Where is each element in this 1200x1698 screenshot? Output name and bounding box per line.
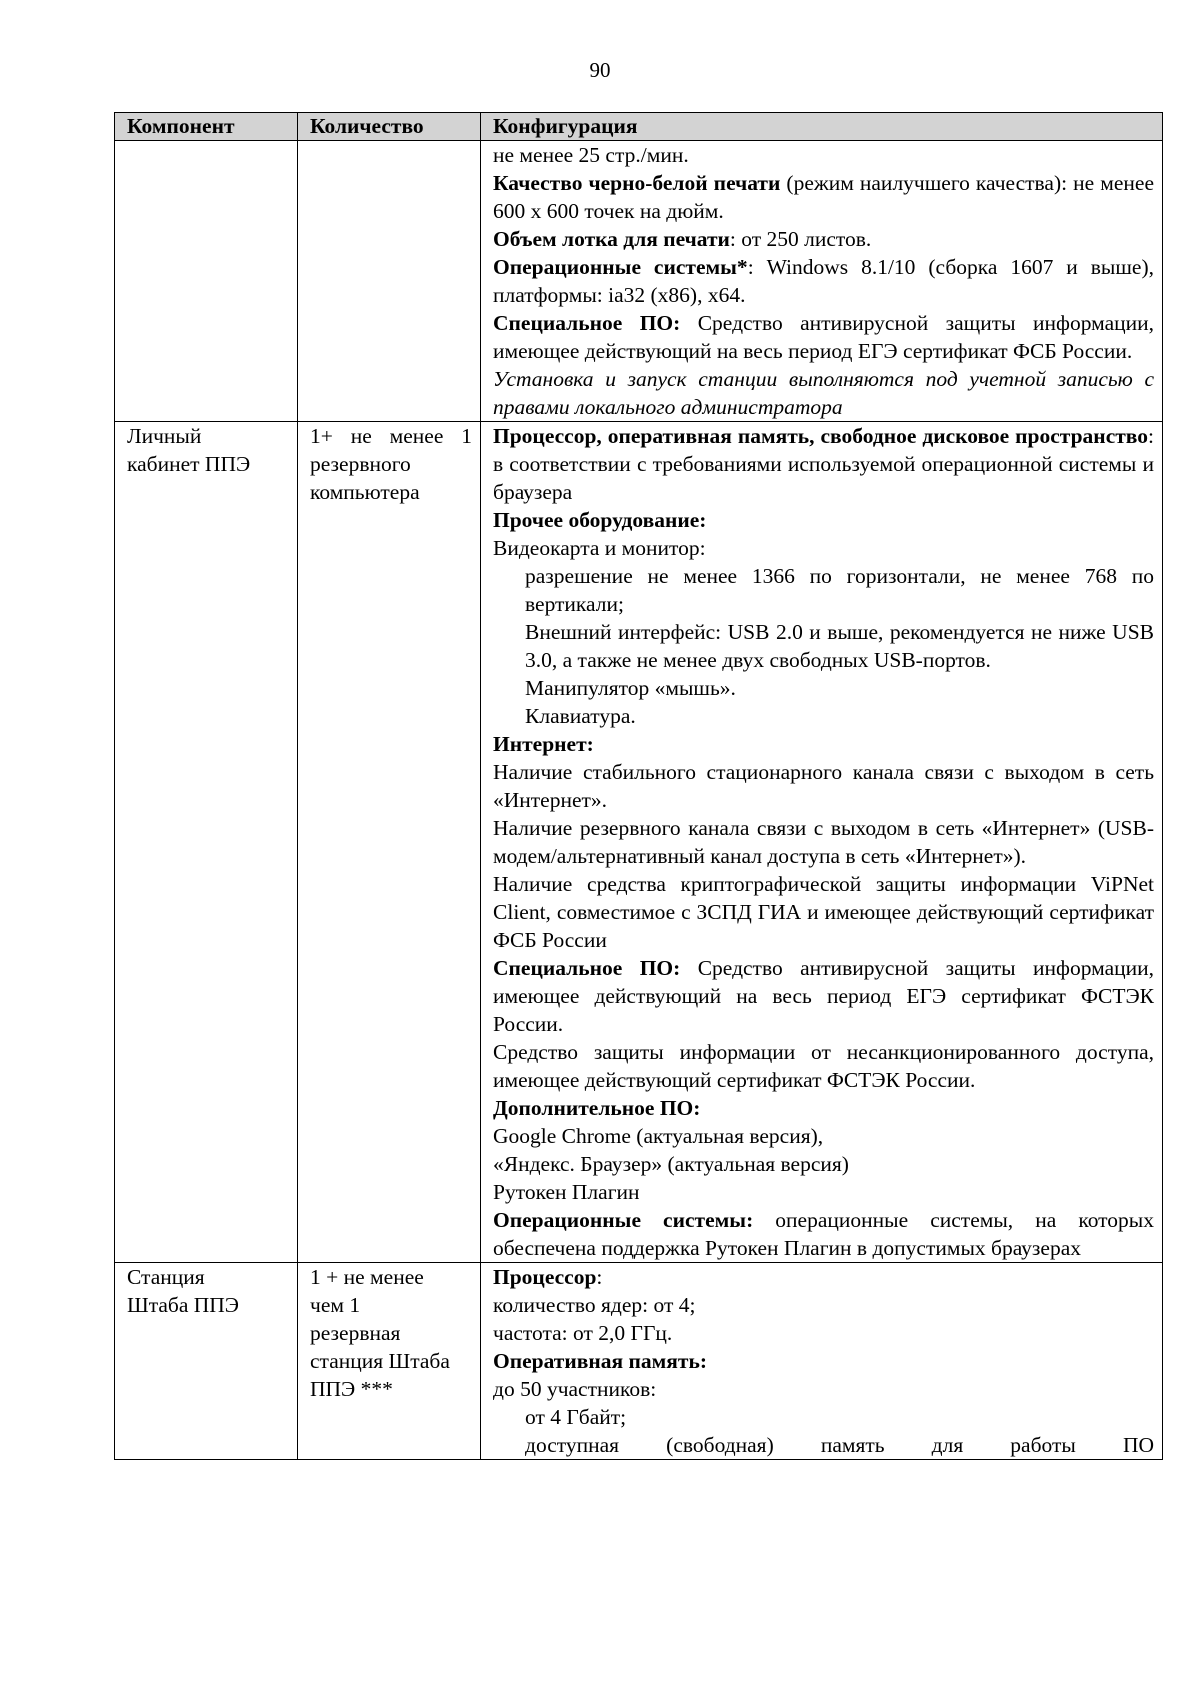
requirements-table	[114, 112, 1163, 1460]
configuration-cell	[481, 422, 1163, 1263]
config-paragraph: Средство защиты информации от несанкционированного доступа, имеющее действующий сертификат ФСТЭК России.	[493, 1040, 1154, 1092]
quantity-cell	[298, 1263, 481, 1460]
row-printer-continued	[115, 141, 1163, 422]
component-cell	[115, 422, 298, 1263]
config-paragraph: Видеокарта и монитор:	[493, 536, 706, 560]
config-value: : Windows 8.1/10 (сборка 1607 и выше), платформы: ia32 (x86), x64.	[493, 255, 1154, 307]
component-cell	[115, 1263, 298, 1460]
config-paragraph: «Яндекс. Браузер» (актуальная версия)	[493, 1152, 849, 1176]
config-paragraph: Рутокен Плагин	[493, 1180, 640, 1204]
quantity-line: 1+ не менее 1	[310, 424, 472, 448]
quantity-line: чем 1	[310, 1293, 361, 1317]
config-value: : от 250 листов.	[729, 227, 872, 251]
header-quantity: Количество	[298, 113, 481, 141]
config-paragraph	[493, 225, 1154, 253]
config-paragraph: Внешний интерфейс: USB 2.0 и выше, рекомендуется не ниже USB 3.0, а также не менее двух свободных USB-портов.	[525, 620, 1154, 672]
config-paragraph	[493, 253, 1154, 309]
row-personal-cabinet	[115, 422, 1163, 1263]
row-headquarters-station	[115, 1263, 1163, 1460]
quantity-cell	[298, 422, 481, 1263]
config-label: Процессор	[493, 1265, 597, 1289]
quantity-line	[310, 141, 472, 169]
component-line: Личный	[127, 424, 202, 448]
component-cell	[115, 141, 298, 422]
config-paragraph	[493, 730, 1154, 758]
config-paragraph	[493, 954, 1154, 1038]
config-paragraph: Манипулятор «мышь».	[525, 676, 736, 700]
configuration-cell	[481, 141, 1163, 422]
config-label: Операционные системы:	[493, 1208, 754, 1232]
config-heading: Дополнительное ПО:	[493, 1096, 701, 1120]
config-paragraph: количество ядер: от 4;	[493, 1293, 696, 1317]
config-value: Средство антивирусной защиты информации, имеющее действующий на весь период ЕГЭ сертификат ФСБ России.	[493, 311, 1155, 363]
config-paragraph: Наличие средства криптографической защиты информации ViPNet Client, совместимое с ЗСПД ГИА и имеющее действующий сертификат ФСБ России	[493, 872, 1154, 952]
component-line: кабинет ППЭ	[127, 452, 251, 476]
config-value: : в соответствии с требованиями используемой операционной системы и браузера	[493, 424, 1154, 504]
config-label: Процессор, оперативная память, свободное дисковое пространство	[493, 424, 1149, 448]
config-paragraph: доступная (свободная) память для работы ПО	[525, 1433, 1154, 1457]
config-paragraph: Google Chrome (актуальная версия),	[493, 1124, 824, 1148]
header-configuration: Конфигурация	[481, 113, 1163, 141]
quantity-line: компьютера	[310, 480, 420, 504]
config-paragraph: от 4 Гбайт;	[525, 1405, 627, 1429]
config-heading: Интернет:	[493, 732, 594, 756]
config-paragraph: разрешение не менее 1366 по горизонтали, не менее 768 по вертикали;	[525, 564, 1154, 616]
config-paragraph: до 50 участников:	[493, 1377, 657, 1401]
config-paragraph	[493, 1263, 1154, 1291]
component-line	[127, 141, 289, 169]
config-value: Средство антивирусной защиты информации, имеющее действующий на весь период ЕГЭ сертификат ФСТЭК России.	[493, 956, 1155, 1036]
config-paragraph	[493, 309, 1154, 365]
config-label: Качество черно-белой печати	[493, 171, 781, 195]
config-paragraph	[493, 1094, 1154, 1122]
quantity-cell	[298, 141, 481, 422]
config-label: Операционные системы*	[493, 255, 748, 279]
quantity-line: резервного	[310, 452, 411, 476]
config-label: Специальное ПО:	[493, 311, 681, 335]
config-paragraph	[493, 422, 1154, 506]
config-value: :	[596, 1265, 603, 1289]
header-component: Компонент	[115, 113, 298, 141]
config-note: Установка и запуск станции выполняются под учетной записью с правами локального администратора	[493, 367, 1154, 419]
config-value: операционные системы, на которых обеспечена поддержка Рутокен Плагин в допустимых браузерах	[493, 1208, 1154, 1260]
configuration-cell	[481, 1263, 1163, 1460]
config-value: (режим наилучшего качества): не менее 600 х 600 точек на дюйм.	[493, 171, 1154, 223]
config-paragraph	[493, 1347, 1154, 1375]
table-header-row	[115, 113, 1163, 141]
config-paragraph	[493, 506, 1154, 534]
config-heading: Оперативная память:	[493, 1349, 708, 1373]
quantity-line: резервная	[310, 1321, 401, 1345]
config-paragraph: частота: от 2,0 ГГц.	[493, 1321, 673, 1345]
component-line: Штаба ППЭ	[127, 1293, 239, 1317]
page-number: 90	[589, 58, 611, 82]
config-paragraph: Клавиатура.	[525, 704, 636, 728]
config-label: Объем лотка для печати	[493, 227, 730, 251]
quantity-line: станция Штаба	[310, 1349, 450, 1373]
quantity-line: ППЭ ***	[310, 1377, 393, 1401]
config-heading: Прочее оборудование:	[493, 508, 707, 532]
quantity-line: 1 + не менее	[310, 1265, 424, 1289]
config-paragraph	[493, 365, 1154, 421]
config-paragraph	[493, 169, 1154, 225]
config-paragraph: не менее 25 стр./мин.	[493, 143, 689, 167]
config-paragraph: Наличие резервного канала связи с выходом в сеть «Интернет» (USB-модем/альтернативный канал доступа в сеть «Интернет»).	[493, 816, 1154, 868]
component-line: Станция	[127, 1265, 205, 1289]
config-paragraph: Наличие стабильного стационарного канала связи с выходом в сеть «Интернет».	[493, 760, 1154, 812]
config-label: Специальное ПО:	[493, 956, 681, 980]
config-paragraph	[493, 1206, 1154, 1262]
